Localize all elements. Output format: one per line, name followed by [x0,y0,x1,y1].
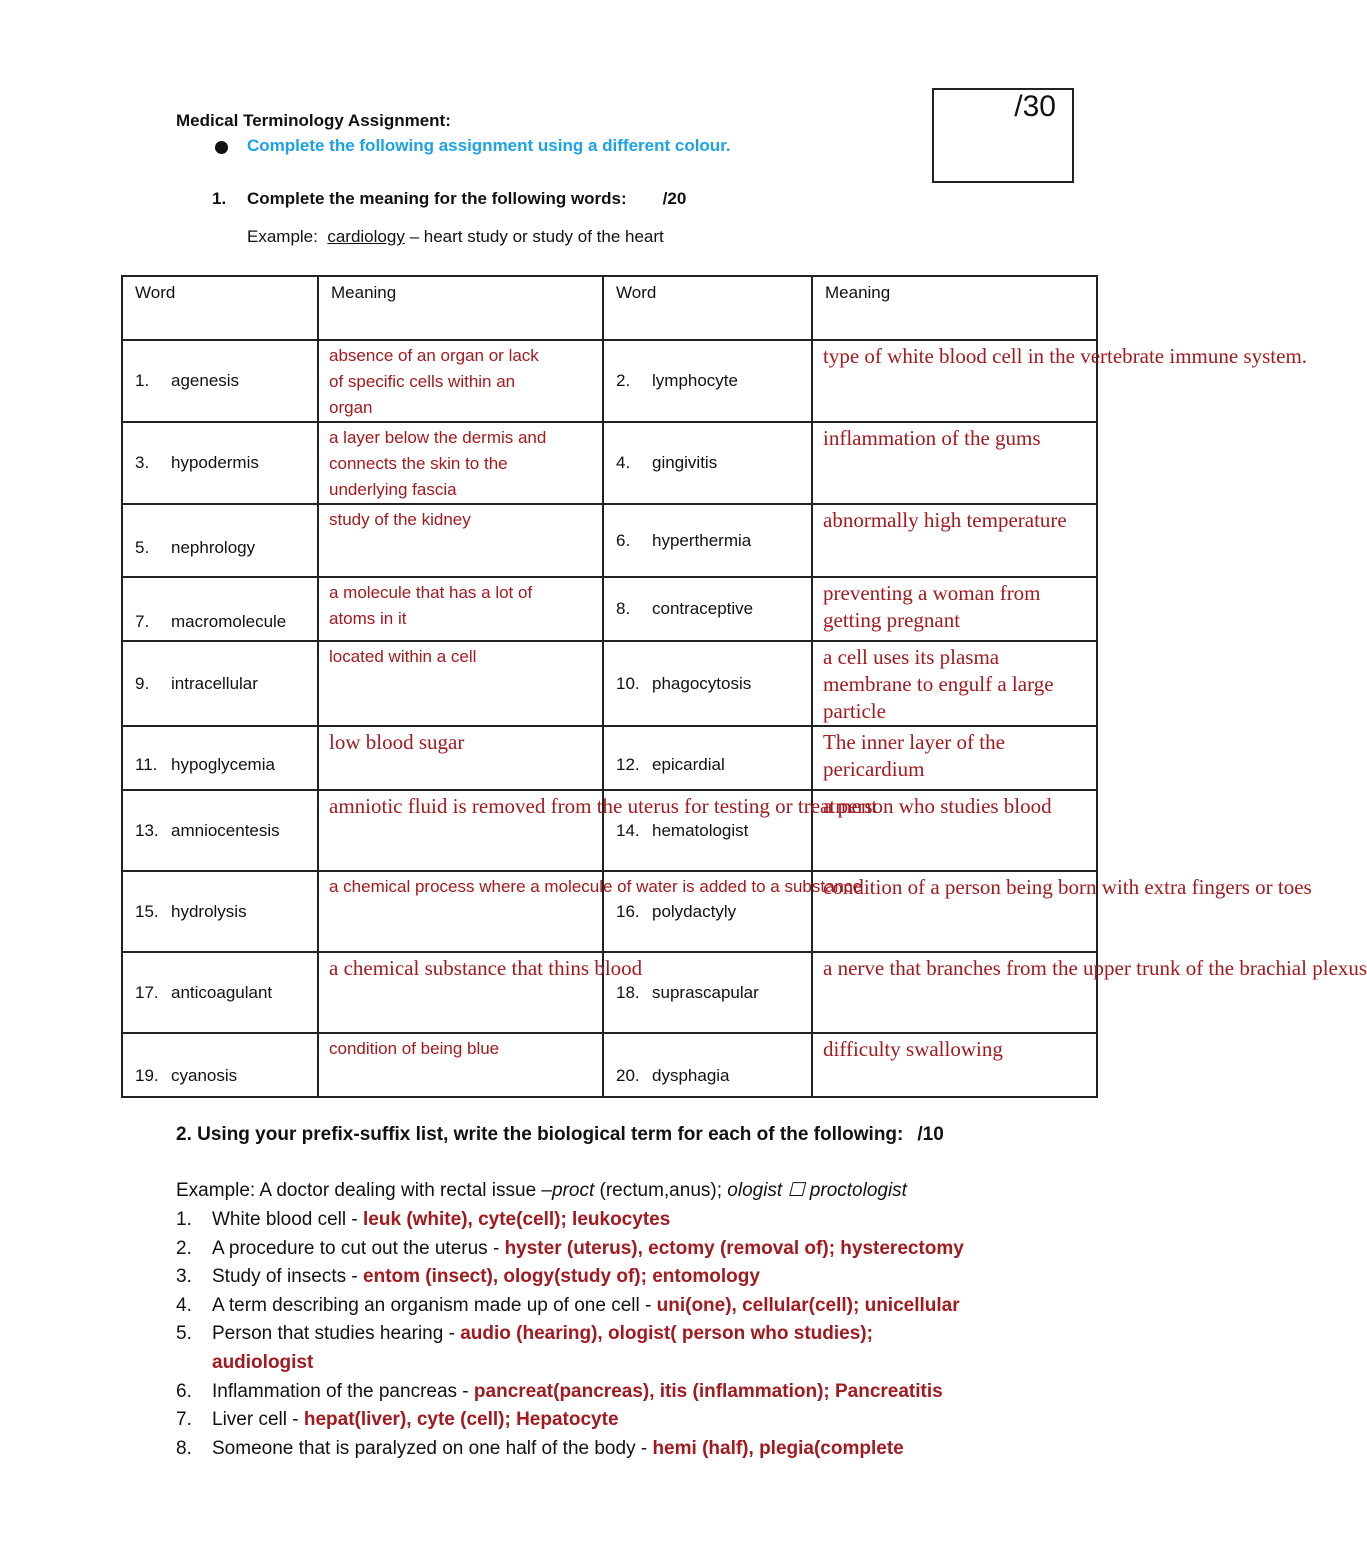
item-question: A procedure to cut out the uterus - [212,1237,505,1259]
total-score-box [932,88,1074,183]
word-cell: 14. hematologist [603,790,812,871]
list-item: 7. Liver cell - hepat(liver), cyte (cell); Hepatocyte [176,1409,619,1431]
meaning-cell[interactable]: low blood sugar [318,726,603,790]
word-cell: 7. macromolecule [122,577,318,641]
table-row [122,504,1097,577]
section1-number: 1. [212,189,227,208]
table-row [122,726,1097,790]
word-cell: 9. intracellular [122,641,318,726]
word-cell: 5. nephrology [122,504,318,577]
table-row [122,641,1097,726]
table-row [122,952,1097,1033]
meaning-cell[interactable]: a molecule that has a lot of atoms in it [318,577,603,641]
item-question: Study of insects - [212,1266,364,1288]
word-cell: 15. hydrolysis [122,871,318,952]
section2-heading [176,1124,944,1146]
header-meaning-2: Meaning [812,276,1097,340]
item-question: Someone that is paralyzed on one half of the body - [212,1437,653,1459]
header-word-1: Word [122,276,318,340]
meaning-cell[interactable]: amniotic fluid is removed from the uterus for testing or treatment [318,790,603,871]
section1-heading [212,189,686,209]
section1-example [247,227,664,247]
word-cell: 20. dysphagia [603,1033,812,1097]
meaning-cell[interactable]: condition of a person being born with extra fingers or toes [812,871,1097,952]
list-item: 5. Person that studies hearing - audio (hearing), ologist( person who studies); audiologist [176,1323,873,1373]
meaning-cell[interactable]: preventing a woman from getting pregnant [812,577,1097,641]
table-row [122,422,1097,504]
item-answer[interactable]: leuk (white), cyte(cell); leukocytes [363,1209,671,1230]
table-header-row [122,276,1097,340]
word-cell: 18. suprascapular [603,952,812,1033]
word-cell: 17. anticoagulant [122,952,318,1033]
word-cell: 6. hyperthermia [603,504,812,577]
word-cell: 1. agenesis [122,340,318,422]
item-answer[interactable]: entom (insect), ology(study of); entomology [363,1266,760,1288]
table-row [122,577,1097,641]
meaning-cell[interactable]: absence of an organ or lack of specific cells within an organ [318,340,603,422]
meaning-cell[interactable]: type of white blood cell in the vertebrate immune system. [812,340,1097,422]
list-item: 2. A procedure to cut out the uterus - hyster (uterus), ectomy (removal of); hysterectomy [176,1237,964,1259]
example-word: cardiology [327,227,405,246]
word-cell: 13. amniocentesis [122,790,318,871]
table-row [122,340,1097,422]
meaning-cell[interactable]: abnormally high temperature [812,504,1097,577]
meaning-cell[interactable]: a nerve that branches from the upper trunk of the brachial plexus [812,952,1097,1033]
word-cell: 8. contraceptive [603,577,812,641]
section1-heading-text: Complete the meaning for the following words: [247,189,627,208]
item-question: Liver cell - [212,1409,304,1431]
terms-table [121,275,1367,1098]
meaning-cell[interactable]: study of the kidney [318,504,603,577]
item-answer[interactable]: hepat(liver), cyte (cell); Hepatocyte [303,1409,619,1431]
meaning-cell[interactable]: a chemical process where a molecule of water is added to a substance [318,871,603,952]
item-answer[interactable]: pancreat(pancreas), itis (inflammation); Pancreatitis [473,1380,943,1402]
item-answer[interactable]: hemi (half), plegia(complete [652,1437,904,1459]
item-answer[interactable]: audio (hearing), ologist( person who studies); audiologist [212,1323,873,1373]
item-question: White blood cell - [212,1209,364,1230]
word-cell: 2. lymphocyte [603,340,812,422]
word-cell: 4. gingivitis [603,422,812,504]
header-word-2: Word [603,276,812,340]
list-item: 3. Study of insects - entom (insect), ology(study of); entomology [176,1266,760,1288]
table-row [122,1033,1097,1097]
meaning-cell[interactable]: inflammation of the gums [812,422,1097,504]
item-question: Inflammation of the pancreas - [212,1380,474,1402]
meaning-cell[interactable]: The inner layer of the pericardium [812,726,1097,790]
list-item: 4. A term describing an organism made up of one cell - uni(one), cellular(cell); unicellular [176,1294,960,1316]
item-answer[interactable]: hyster (uterus), ectomy (removal of); hysterectomy [504,1237,964,1259]
bullet-icon [215,141,228,154]
list-item: 6. Inflammation of the pancreas - pancreat(pancreas), itis (inflammation); Pancreatitis [176,1380,943,1402]
header-meaning-1: Meaning [318,276,603,340]
example-label: Example: [247,227,318,246]
section1-score: /20 [662,189,687,208]
meaning-cell[interactable]: a layer below the dermis and connects the skin to the underlying fascia [318,422,603,504]
section2-example: Example: A doctor dealing with rectal issue –proct (rectum,anus); ologist ☐ proctologist [176,1180,907,1201]
table-row [122,871,1097,952]
meaning-cell[interactable]: a chemical substance that thins blood [318,952,603,1033]
terms-list [176,1206,1136,1463]
example-meaning: – heart study or study of the heart [409,227,664,246]
item-question: A term describing an organism made up of one cell - [212,1294,657,1316]
word-cell: 10. phagocytosis [603,641,812,726]
instruction-text: Complete the following assignment using a different colour. [247,136,731,155]
meaning-cell[interactable]: located within a cell [318,641,603,726]
meaning-cell[interactable]: a cell uses its plasma membrane to engulf a large particle [812,641,1097,726]
assignment-title: Medical Terminology Assignment: [176,111,451,130]
word-cell: 16. polydactyly [603,871,812,952]
word-cell: 12. epicardial [603,726,812,790]
meaning-cell[interactable]: difficulty swallowing [812,1033,1097,1097]
list-item: 8. Someone that is paralyzed on one half of the body - hemi (half), plegia(complete [176,1437,904,1459]
word-cell: 11. hypoglycemia [122,726,318,790]
item-question: Person that studies hearing - [212,1323,461,1345]
total-score: /30 [1014,90,1056,123]
list-item: 1. White blood cell - leuk (white), cyte(cell); leukocytes [176,1209,671,1230]
meaning-cell[interactable]: condition of being blue [318,1033,603,1097]
word-cell: 3. hypodermis [122,422,318,504]
table-row [122,790,1097,871]
meaning-cell[interactable]: a person who studies blood [812,790,1097,871]
word-cell: 19. cyanosis [122,1033,318,1097]
section2-score: /10 [917,1124,944,1145]
section2-heading-text: 2. Using your prefix-suffix list, write the biological term for each of the following: [176,1124,904,1145]
item-answer[interactable]: uni(one), cellular(cell); unicellular [656,1294,960,1316]
